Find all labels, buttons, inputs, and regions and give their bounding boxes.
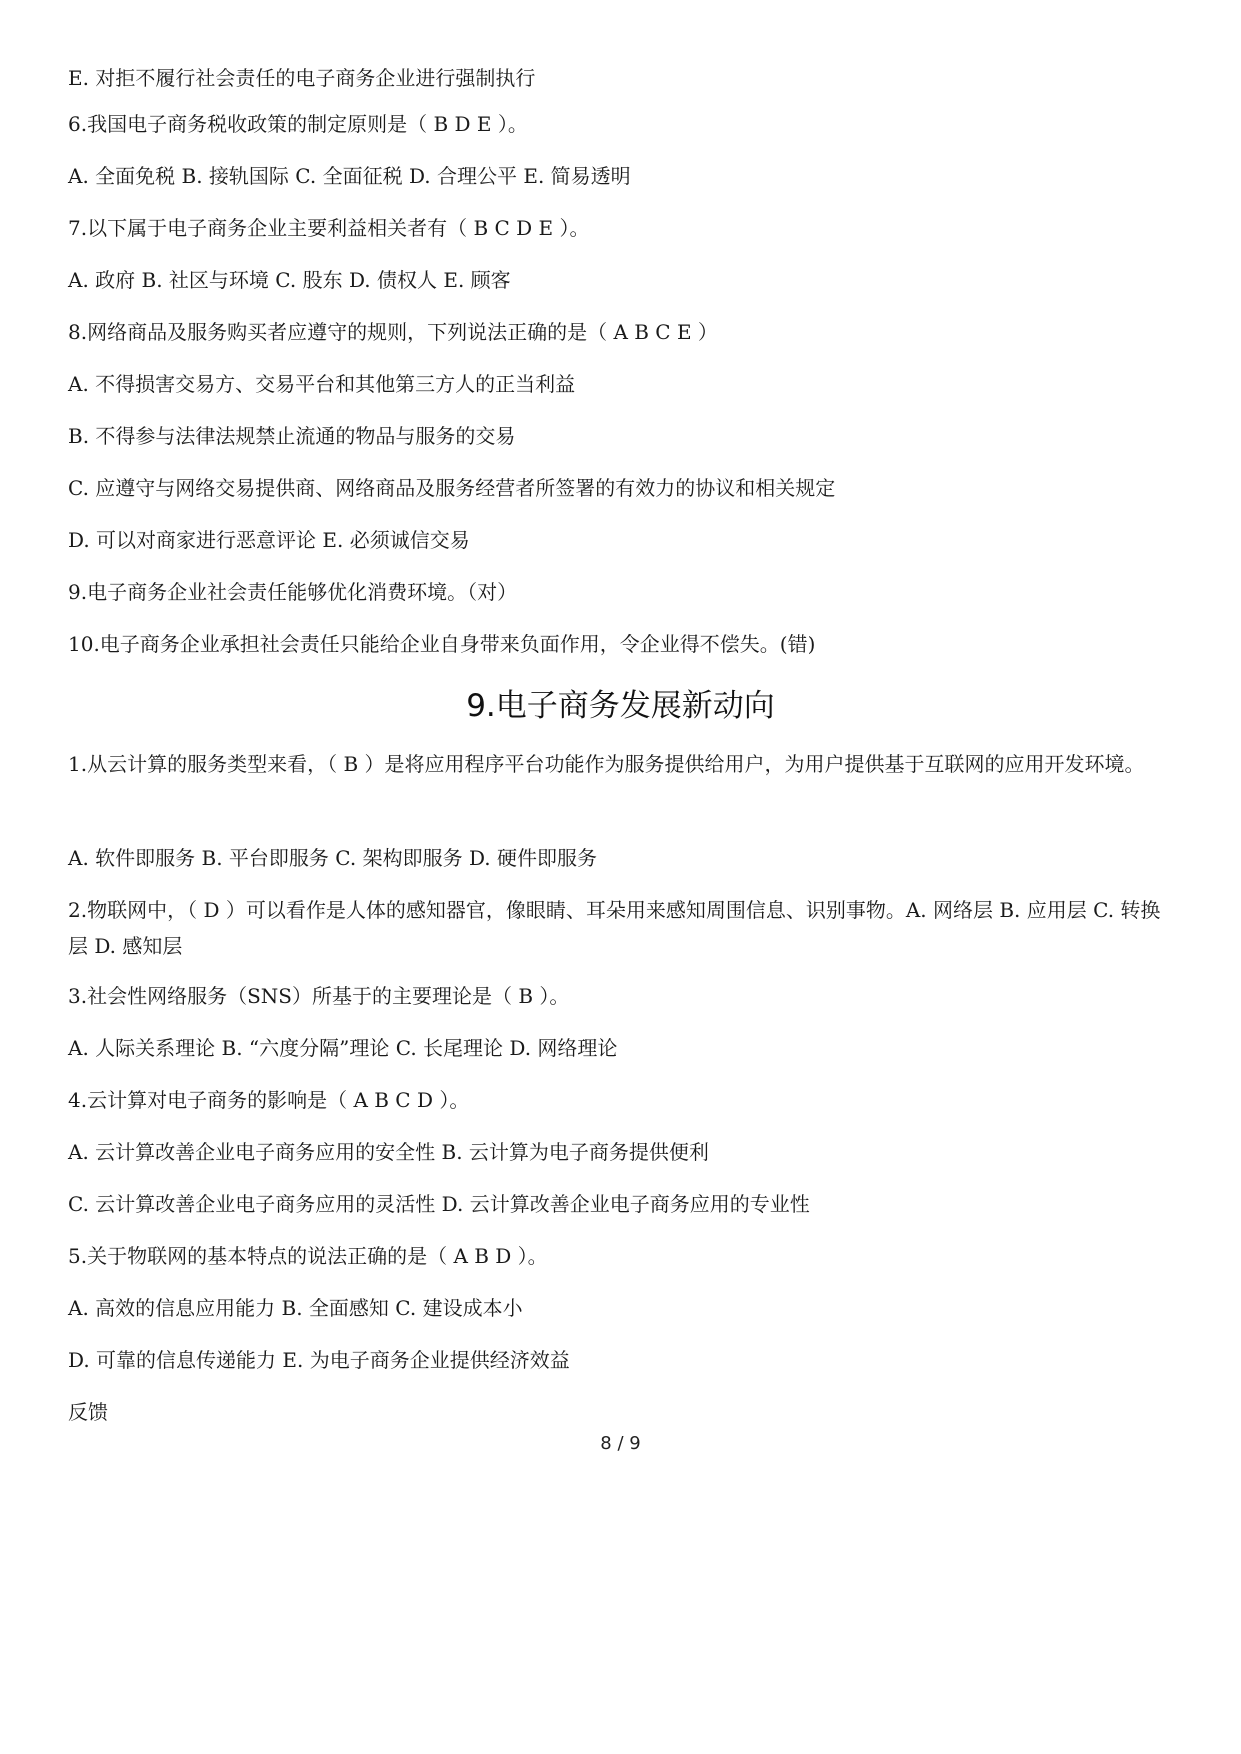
- option-line: C. 应遵守与网络交易提供商、网络商品及服务经营者所签署的有效力的协议和相关规定: [68, 476, 836, 500]
- page-number: 8 / 9: [600, 1433, 641, 1454]
- question-line: 10.电子商务企业承担社会责任只能给企业自身带来负面作用，令企业得不偿失。(错): [68, 632, 816, 656]
- option-line: E. 对拒不履行社会责任的电子商务企业进行强制执行: [68, 66, 536, 90]
- section-heading: 9.电子商务发展新动向: [466, 688, 775, 724]
- option-line: C. 云计算改善企业电子商务应用的灵活性 D. 云计算改善企业电子商务应用的专业性: [68, 1192, 810, 1216]
- option-line: A. 政府 B. 社区与环境 C. 股东 D. 债权人 E. 顾客: [68, 268, 511, 292]
- question-line: 4.云计算对电子商务的影响是（ A B C D ）。: [68, 1088, 470, 1112]
- question-line: 2.物联网中，（ D ）可以看作是人体的感知器官，像眼睛、耳朵用来感知周围信息、识别事物。A. 网络层 B. 应用层 C. 转换层 D. 感知层: [68, 898, 1161, 958]
- option-line: A. 高效的信息应用能力 B. 全面感知 C. 建设成本小: [68, 1296, 523, 1320]
- question-line: 5.关于物联网的基本特点的说法正确的是（ A B D ）。: [68, 1244, 548, 1268]
- question-line: 7.以下属于电子商务企业主要利益相关者有（ B C D E ）。: [68, 216, 590, 240]
- question-line: 3.社会性网络服务（SNS）所基于的主要理论是（ B ）。: [68, 984, 570, 1008]
- option-line: D. 可靠的信息传递能力 E. 为电子商务企业提供经济效益: [68, 1348, 570, 1372]
- option-line: A. 不得损害交易方、交易平台和其他第三方人的正当利益: [68, 372, 576, 396]
- question-line: 6.我国电子商务税收政策的制定原则是（ B D E ）。: [68, 112, 528, 136]
- option-line: A. 云计算改善企业电子商务应用的安全性 B. 云计算为电子商务提供便利: [68, 1140, 709, 1164]
- option-line: D. 可以对商家进行恶意评论 E. 必须诚信交易: [68, 528, 470, 552]
- option-line: A. 人际关系理论 B. “六度分隔”理论 C. 长尾理论 D. 网络理论: [68, 1036, 618, 1060]
- option-line: B. 不得参与法律法规禁止流通的物品与服务的交易: [68, 424, 516, 448]
- question-line: 9.电子商务企业社会责任能够优化消费环境。（对）: [68, 580, 518, 604]
- feedback-label: 反馈: [68, 1400, 108, 1424]
- question-line: 1.从云计算的服务类型来看，（ B ）是将应用程序平台功能作为服务提供给用户，为用户提供基于互联网的应用开发环境。: [68, 752, 1145, 776]
- question-line: 8.网络商品及服务购买者应遵守的规则，下列说法正确的是（ A B C E ）: [68, 320, 718, 344]
- option-line: A. 软件即服务 B. 平台即服务 C. 架构即服务 D. 硬件即服务: [68, 846, 597, 870]
- option-line: A. 全面免税 B. 接轨国际 C. 全面征税 D. 合理公平 E. 简易透明: [68, 164, 631, 188]
